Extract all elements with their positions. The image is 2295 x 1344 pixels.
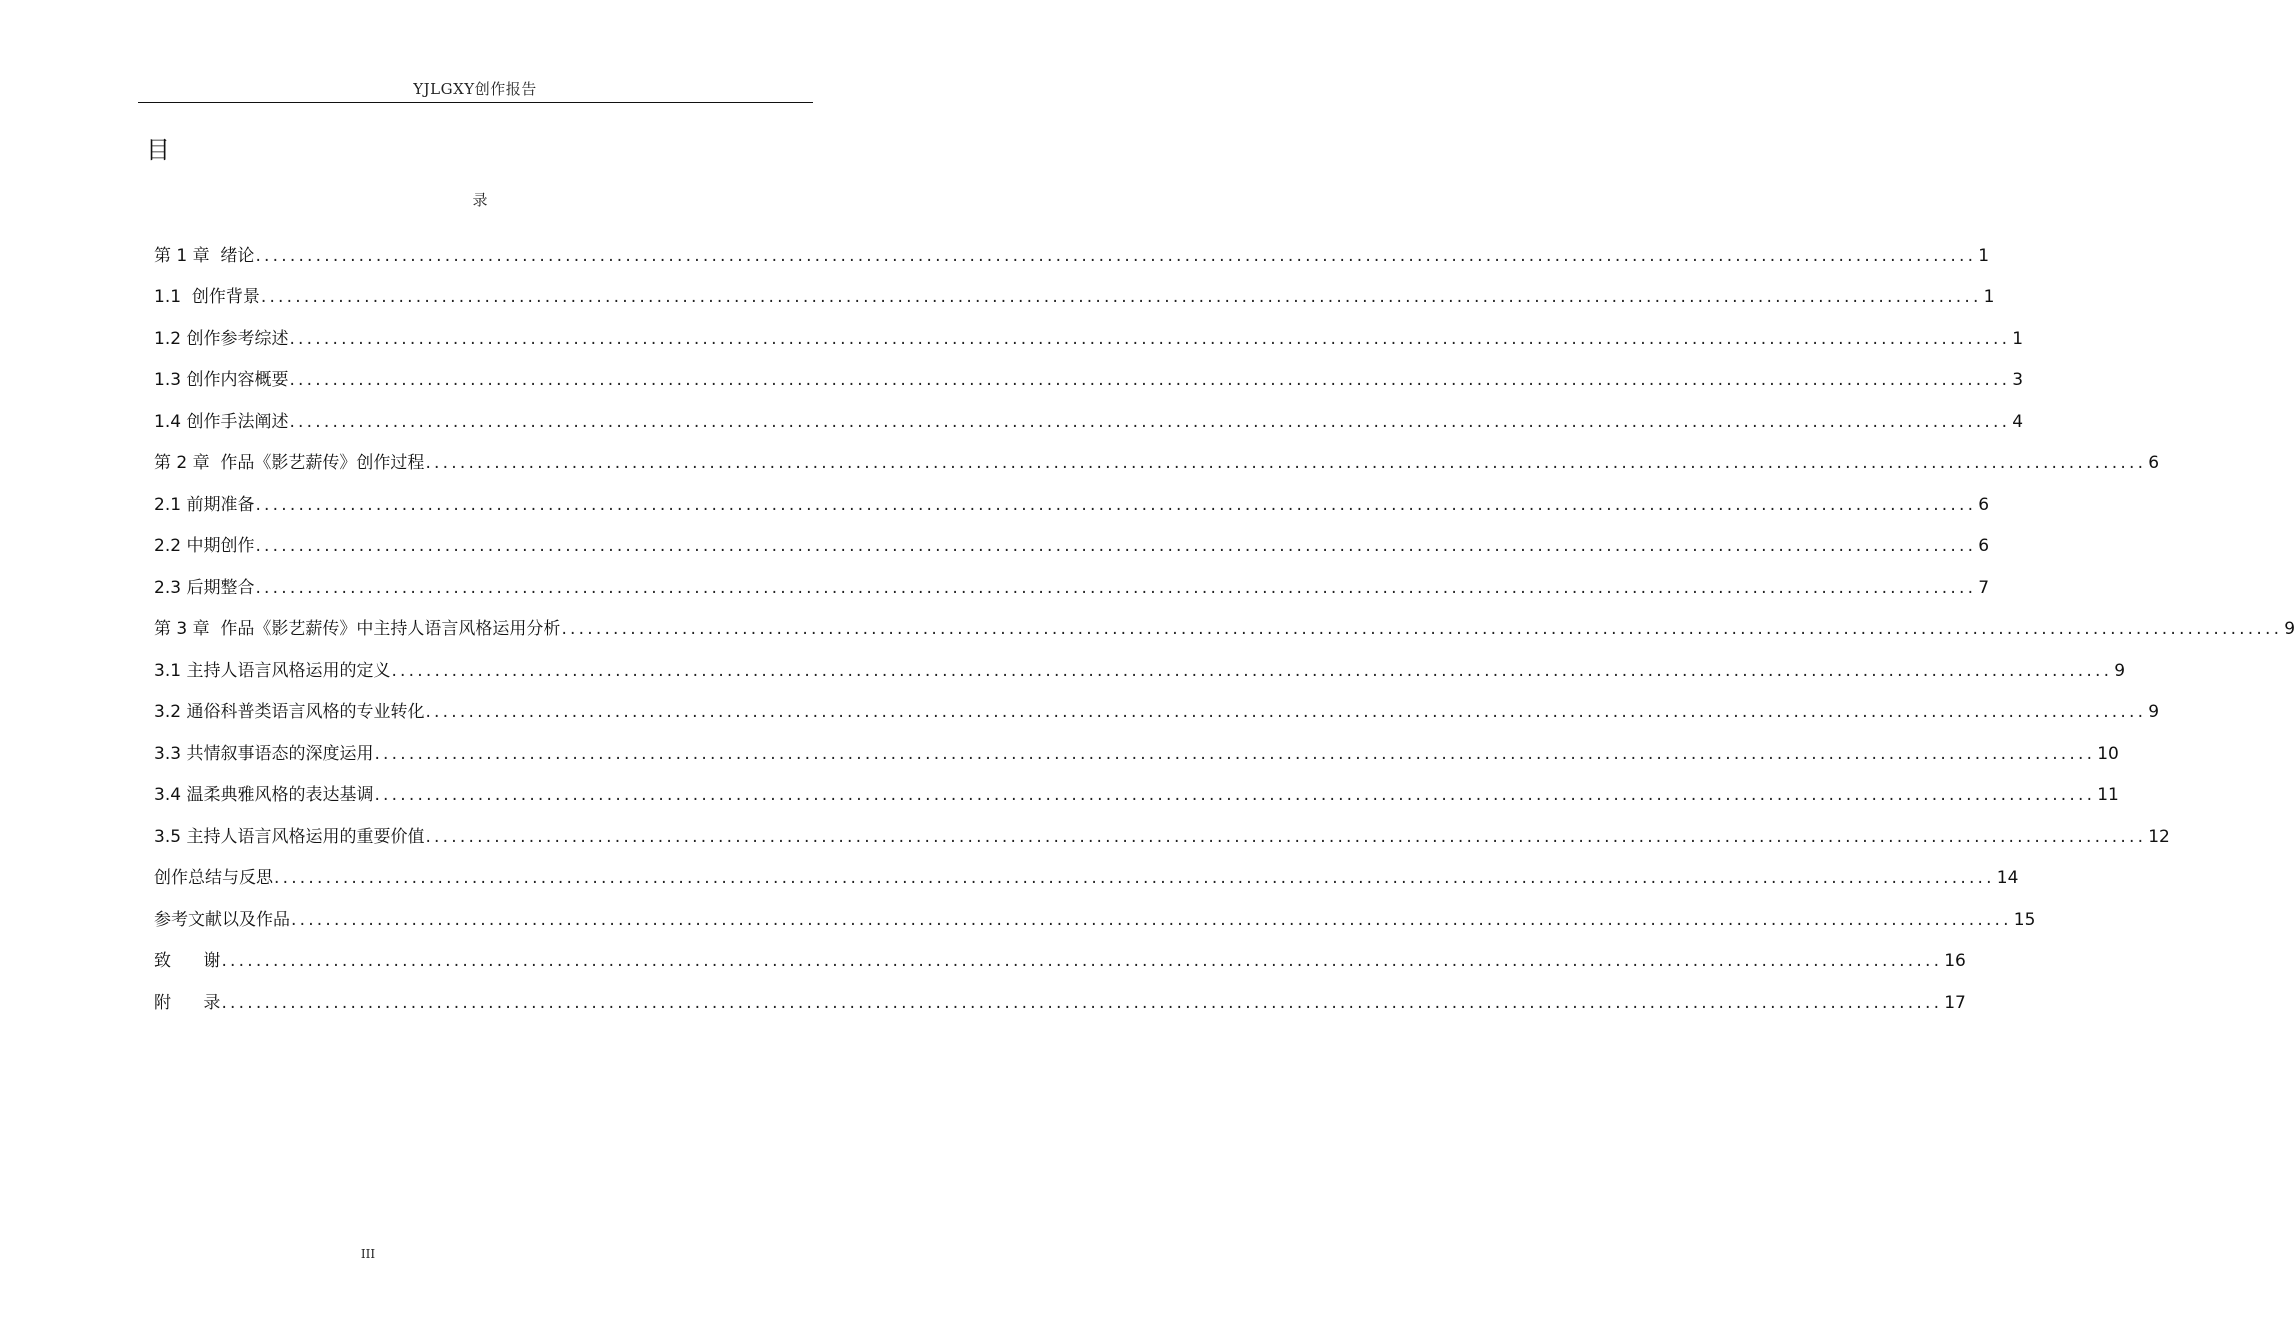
page-number: III: [360, 1247, 376, 1261]
toc-entry-page: 9: [2148, 702, 2160, 722]
toc-entry[interactable]: [154, 560, 1990, 602]
toc-entry-label: 2.2 中期创作: [154, 536, 255, 556]
toc-entry[interactable]: [154, 934, 1966, 976]
toc-leader-dots: ........................................................................................................................................................................................................: [391, 660, 2113, 681]
toc-leader-dots: ........................................................................................................................................................................................................: [291, 909, 2012, 930]
toc-entry-label: 1.3 创作内容概要: [154, 370, 289, 390]
toc-entry-page: 11: [2097, 785, 2119, 805]
toc-entry[interactable]: [154, 643, 2126, 685]
toc-entry-page: 16: [1944, 951, 1966, 971]
toc-entry-page: 4: [2012, 411, 2024, 432]
toc-entry-label: 第 3 章 作品《影艺薪传》中主持人语言风格运用分析: [154, 619, 561, 639]
toc-entry[interactable]: [154, 477, 1990, 519]
toc-entry-page: 10: [2097, 743, 2119, 764]
toc-entry[interactable]: [154, 270, 1995, 312]
toc-entry-label: 第 1 章 绪论: [154, 245, 255, 266]
toc-entry-label: 2.3 后期整合: [154, 577, 255, 598]
toc-entry[interactable]: [154, 519, 1990, 561]
toc-entry-page: 1: [1983, 287, 1995, 307]
toc-heading-second-char: 录: [472, 191, 488, 209]
toc-entry[interactable]: [154, 228, 1990, 270]
toc-entry-label: 1.1 创作背景: [154, 287, 260, 307]
toc-entry-label: 第 2 章 作品《影艺薪传》创作过程: [154, 453, 425, 473]
toc-entry[interactable]: [154, 851, 2019, 893]
toc-entry-label: 附 录: [154, 992, 221, 1013]
toc-leader-dots: ........................................................................................................................................................................................................: [289, 370, 2011, 390]
toc-leader-dots: ........................................................................................................................................................................................................: [221, 951, 1943, 971]
toc-entry[interactable]: [154, 353, 2024, 395]
toc-entry-page: 3: [2012, 370, 2024, 390]
toc-entry-label: 3.4 温柔典雅风格的表达基调: [154, 785, 374, 805]
toc-leader-dots: ........................................................................................................................................................................................................: [260, 287, 1982, 307]
header-divider: [138, 102, 813, 103]
page-header: YJLGXY创作报告: [413, 80, 537, 98]
toc-leader-dots: ........................................................................................................................................................................................................: [289, 411, 2011, 432]
toc-entry[interactable]: [154, 726, 2119, 768]
toc-entry-label: 致 谢: [154, 951, 221, 971]
toc-heading-first-char: 目: [146, 136, 170, 164]
toc-entry[interactable]: [154, 685, 2160, 727]
toc-entry-page: 15: [2013, 909, 2036, 930]
toc-leader-dots: ........................................................................................................................................................................................................: [374, 743, 2096, 764]
toc-leader-dots: ........................................................................................................................................................................................................: [425, 826, 2147, 847]
toc-entry-label: 创作总结与反思: [154, 868, 273, 888]
toc-entry-label: 3.3 共情叙事语态的深度运用: [154, 743, 374, 764]
toc-leader-dots: ........................................................................................................................................................................................................: [255, 245, 1977, 266]
toc-entry-page: 1: [1978, 245, 1990, 266]
toc-entry[interactable]: [154, 892, 2036, 934]
toc-entry-page: 6: [1978, 536, 1990, 556]
toc-entry-page: 7: [1978, 577, 1990, 598]
toc-leader-dots: ........................................................................................................................................................................................................: [255, 577, 1977, 598]
toc-entry-label: 3.1 主持人语言风格运用的定义: [154, 660, 391, 681]
toc-entry-label: 3.5 主持人语言风格运用的重要价值: [154, 826, 425, 847]
toc-leader-dots: ........................................................................................................................................................................................................: [289, 328, 2011, 349]
toc-entry-page: 9: [2284, 619, 2295, 639]
table-of-contents: [154, 228, 2295, 1017]
toc-entry-page: 1: [2012, 328, 2024, 349]
toc-entry-page: 6: [1978, 494, 1990, 515]
toc-entry-page: 6: [2148, 453, 2160, 473]
toc-entry-page: 17: [1944, 992, 1966, 1013]
toc-entry[interactable]: [154, 436, 2160, 478]
toc-entry[interactable]: [154, 602, 2295, 644]
toc-leader-dots: ........................................................................................................................................................................................................: [425, 702, 2147, 722]
toc-leader-dots: ........................................................................................................................................................................................................: [561, 619, 2283, 639]
toc-entry[interactable]: [154, 975, 1966, 1017]
toc-leader-dots: ........................................................................................................................................................................................................: [255, 494, 1977, 515]
toc-entry-label: 1.2 创作参考综述: [154, 328, 289, 349]
toc-entry-label: 3.2 通俗科普类语言风格的专业转化: [154, 702, 425, 722]
toc-entry[interactable]: [154, 311, 2024, 353]
toc-leader-dots: ........................................................................................................................................................................................................: [274, 868, 1995, 888]
toc-entry-page: 9: [2114, 660, 2126, 681]
toc-leader-dots: ........................................................................................................................................................................................................: [255, 536, 1977, 556]
toc-leader-dots: ........................................................................................................................................................................................................: [374, 785, 2096, 805]
toc-entry-page: 12: [2148, 826, 2170, 847]
toc-entry-page: 14: [1996, 868, 2019, 888]
toc-entry[interactable]: [154, 768, 2119, 810]
toc-entry[interactable]: [154, 809, 2170, 851]
toc-entry[interactable]: [154, 394, 2024, 436]
toc-leader-dots: ........................................................................................................................................................................................................: [425, 453, 2147, 473]
toc-entry-label: 1.4 创作手法阐述: [154, 411, 289, 432]
toc-leader-dots: ........................................................................................................................................................................................................: [221, 992, 1943, 1013]
toc-entry-label: 2.1 前期准备: [154, 494, 255, 515]
toc-entry-label: 参考文献以及作品: [154, 909, 290, 930]
